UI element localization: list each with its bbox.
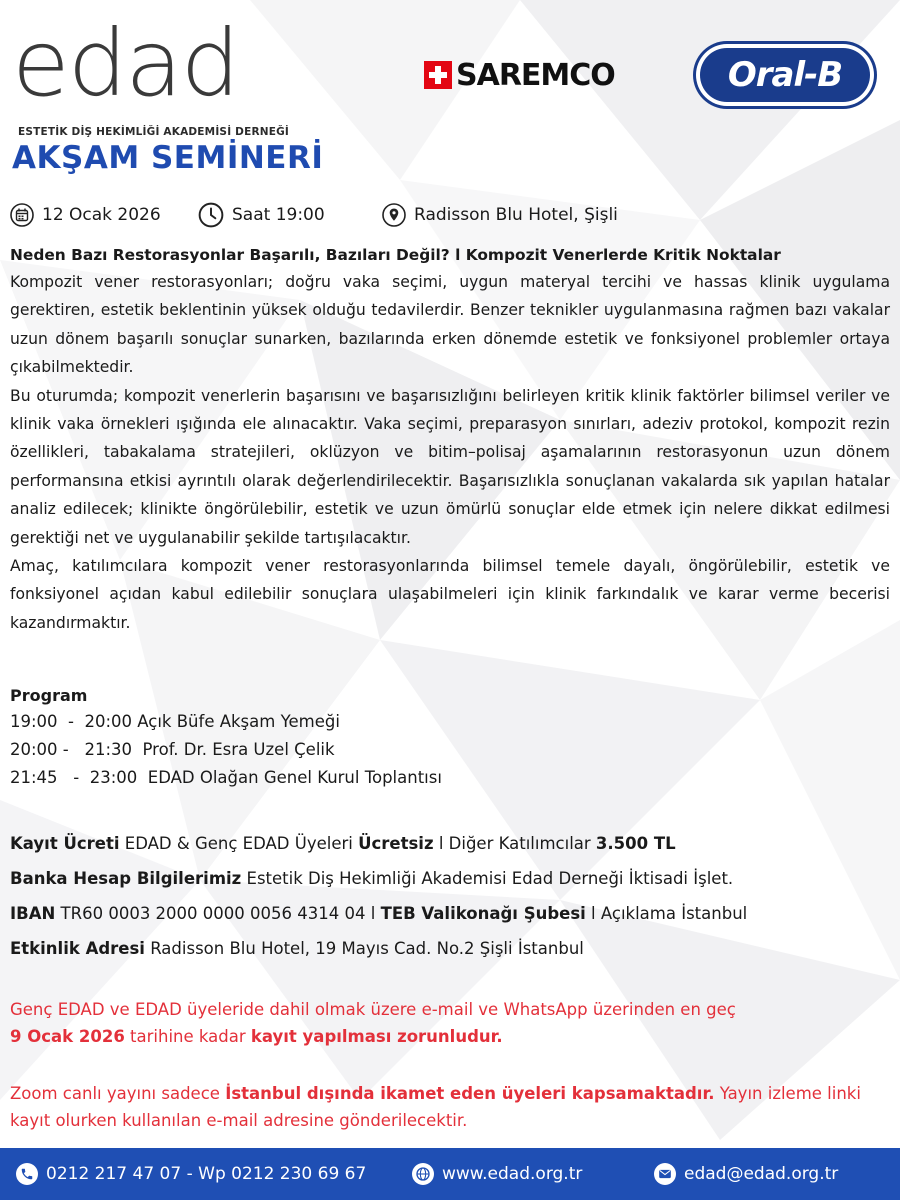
oralb-logo bbox=[696, 44, 874, 106]
zoom-notice bbox=[10, 1080, 895, 1134]
mail-icon bbox=[654, 1163, 676, 1185]
bank-info bbox=[10, 869, 733, 888]
bank-label: Banka Hesap Bilgilerimiz bbox=[10, 869, 242, 888]
notice-text: tarihine kadar bbox=[124, 1027, 251, 1046]
footer-email-text: edad@edad.org.tr bbox=[684, 1164, 839, 1184]
event-location bbox=[382, 202, 618, 228]
event-date-text: 12 Ocak 2026 bbox=[42, 205, 161, 225]
saremco-text: SAREMCO bbox=[456, 57, 615, 93]
iban-desc: l Açıklama İstanbul bbox=[585, 904, 748, 923]
phone-icon bbox=[16, 1163, 38, 1185]
program-heading: Program bbox=[10, 686, 88, 705]
oralb-text: Oral-B bbox=[727, 55, 843, 95]
notice-text: Zoom canlı yayını sadece bbox=[10, 1084, 226, 1103]
notice-text: Yayın izleme linki kayıt olurken kullanılan e-mail adresine gönderilecektir. bbox=[10, 1084, 861, 1130]
notice-bold: İstanbul dışında ikamet eden üyeleri kapsamaktadır. bbox=[225, 1084, 715, 1103]
notice-bold: kayıt yapılması zorunludur. bbox=[250, 1027, 503, 1046]
swiss-cross-icon bbox=[424, 61, 452, 89]
location-icon bbox=[382, 203, 406, 227]
notice-text: Genç EDAD ve EDAD üyeleride dahil olmak üzere e-mail ve WhatsApp üzerinden en geç bbox=[10, 1000, 736, 1019]
registration-notice bbox=[10, 996, 895, 1050]
fee-label: Kayıt Ücreti bbox=[10, 834, 120, 853]
calendar-icon bbox=[10, 203, 34, 227]
iban-info bbox=[10, 904, 747, 923]
saremco-logo bbox=[424, 58, 615, 92]
program-row: 19:00 - 20:00 Açık Büfe Akşam Yemeği bbox=[10, 712, 340, 731]
footer-phone[interactable] bbox=[16, 1148, 366, 1200]
fee-sep: l Diğer Katılımcılar bbox=[433, 834, 596, 853]
event-time-text: Saat 19:00 bbox=[232, 205, 325, 225]
footer-website-text: www.edad.org.tr bbox=[442, 1164, 583, 1184]
iban-branch: TEB Valikonağı Şubesi bbox=[380, 904, 586, 923]
page-title: AKŞAM SEMİNERİ bbox=[12, 140, 324, 176]
notice-deadline: 9 Ocak 2026 bbox=[10, 1027, 125, 1046]
paragraph: Bu oturumda; kompozit venerlerin başarısını ve başarısızlığını belirleyen kritik klinik faktörler bilimsel veriler ve klinik vaka örnekleri ışığında ele alınacaktır. Vaka seçimi, preparasyon sınırları, adeziv protokol, kompozit rezin özellikleri, tabakalama stratejileri, oklüzyon ve bitim–polisaj aşamalarının restorasyonun uzun dönem performansına etkisi ayrıntılı olarak değerlendirilecektir. Başarısızlıkla sonuçlanan vakalarda sık yapılan hatalar analiz edilecek; klinikte öngörülebilir, estetik ve uzun ömürlü sonuçlar elde etmek için nelere dikkat edilmesi gerektiği net ve uygulanabilir şekilde tartışılacaktır. bbox=[10, 386, 890, 547]
fee-members: EDAD & Genç EDAD Üyeleri bbox=[124, 834, 353, 853]
event-date bbox=[10, 202, 161, 228]
fee-free: Ücretsiz bbox=[358, 834, 434, 853]
registration-fee bbox=[10, 834, 676, 853]
event-location-text: Radisson Blu Hotel, Şişli bbox=[414, 205, 618, 225]
clock-icon bbox=[198, 202, 224, 228]
seminar-description bbox=[10, 268, 890, 637]
footer-website[interactable] bbox=[412, 1148, 582, 1200]
footer-email[interactable] bbox=[654, 1148, 838, 1200]
iban-label: IBAN bbox=[10, 904, 56, 923]
fee-price: 3.500 TL bbox=[595, 834, 676, 853]
program-row: 20:00 - 21:30 Prof. Dr. Esra Uzel Çelik bbox=[10, 740, 335, 759]
event-time bbox=[198, 202, 325, 228]
seminar-subtitle: Neden Bazı Restorasyonlar Başarılı, Bazıları Değil? l Kompozit Venerlerde Kritik Noktalar bbox=[10, 246, 781, 264]
address-label: Etkinlik Adresi bbox=[10, 939, 145, 958]
edad-logo-text: edad bbox=[12, 10, 239, 117]
footer-phone-text: 0212 217 47 07 - Wp 0212 230 69 67 bbox=[46, 1164, 367, 1184]
event-address bbox=[10, 939, 584, 958]
program-row: 21:45 - 23:00 EDAD Olağan Genel Kurul Toplantısı bbox=[10, 768, 442, 787]
address-value: Radisson Blu Hotel, 19 Mayıs Cad. No.2 Şişli İstanbul bbox=[144, 939, 584, 958]
iban-value: TR60 0003 2000 0000 0056 4314 04 l bbox=[55, 904, 381, 923]
paragraph: Amaç, katılımcılara kompozit vener restorasyonlarında bilimsel temele dayalı, öngörülebilir, estetik ve fonksiyonel açıdan kabul edilebilir sonuçlara ulaşabilmeleri için klinik farkındalık ve karar verme becerisi kazandırmaktır. bbox=[10, 557, 890, 632]
paragraph: Kompozit vener restorasyonları; doğru vaka seçimi, uygun materyal tercihi ve hassas klinik uygulama gerektiren, estetik beklentinin yüksek olduğu tedavilerdir. Benzer teknikler uygulanmasına rağmen bazı vakalar uzun dönem başarılı sonuçlar sunarken, bazılarında erken dönemde estetik ve fonksiyonel problemler ortaya çıkabilmektedir. bbox=[10, 273, 890, 377]
bank-value: Estetik Diş Hekimliği Akademisi Edad Derneği İktisadi İşlet. bbox=[241, 869, 734, 888]
globe-icon bbox=[412, 1163, 434, 1185]
org-name: ESTETİK DİŞ HEKİMLİĞİ AKADEMİSİ DERNEĞİ bbox=[18, 126, 290, 138]
